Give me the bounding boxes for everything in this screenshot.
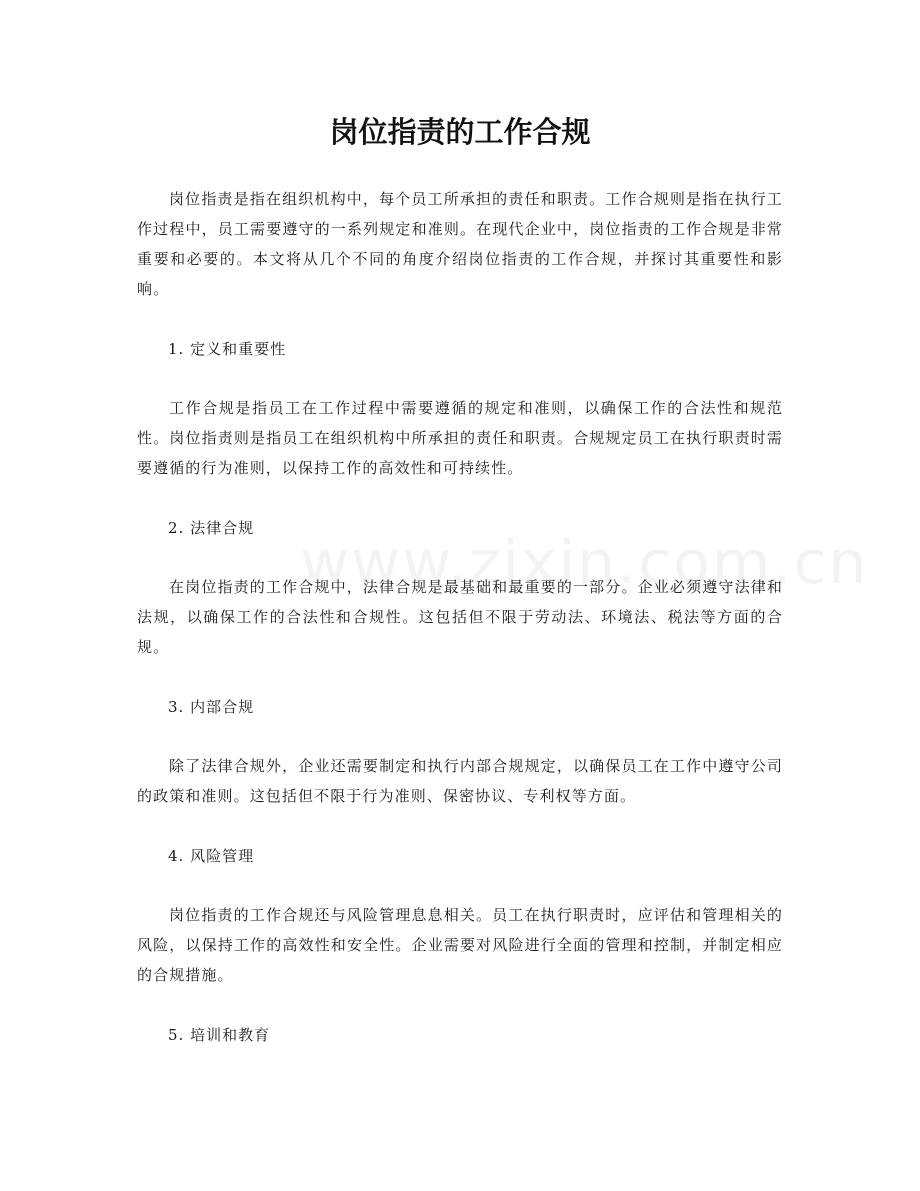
document-body [137, 184, 783, 1050]
section-heading-2: 2. 法律合规 [168, 519, 255, 537]
section-heading-4: 4. 风险管理 [168, 847, 255, 865]
section-heading-5: 5. 培训和教育 [168, 1026, 271, 1044]
section-heading-1: 1. 定义和重要性 [168, 340, 287, 358]
intro-paragraph: 岗位指责是指在组织机构中，每个员工所承担的责任和职责。工作合规则是指在执行工作过程中，员工需要遵守的一系列规定和准则。在现代企业中，岗位指责的工作合规是非常重要和必要的。本文将从几个不同的角度介绍岗位指责的工作合规，并探讨其重要性和影响。 [137, 190, 783, 298]
section-heading-3: 3. 内部合规 [168, 698, 255, 716]
page-title: 岗位指责的工作合规 [329, 115, 591, 149]
section-paragraph-4: 岗位指责的工作合规还与风险管理息息相关。员工在执行职责时，应评估和管理相关的风险，以保持工作的高效性和安全性。企业需要对风险进行全面的管理和控制，并制定相应的合规措施。 [137, 906, 783, 984]
section-paragraph-1: 工作合规是指员工在工作过程中需要遵循的规定和准则，以确保工作的合法性和规范性。岗位指责则是指员工在组织机构中所承担的责任和职责。合规规定员工在执行职责时需要遵循的行为准则，以保持工作的高效性和可持续性。 [137, 399, 783, 477]
section-paragraph-3: 除了法律合规外，企业还需要制定和执行内部合规规定，以确保员工在工作中遵守公司的政策和准则。这包括但不限于行为准则、保密协议、专利权等方面。 [137, 757, 783, 805]
section-paragraph-2: 在岗位指责的工作合规中，法律合规是最基础和最重要的一部分。企业必须遵守法律和法规，以确保工作的合法性和合规性。这包括但不限于劳动法、环境法、税法等方面的合规。 [137, 578, 783, 656]
